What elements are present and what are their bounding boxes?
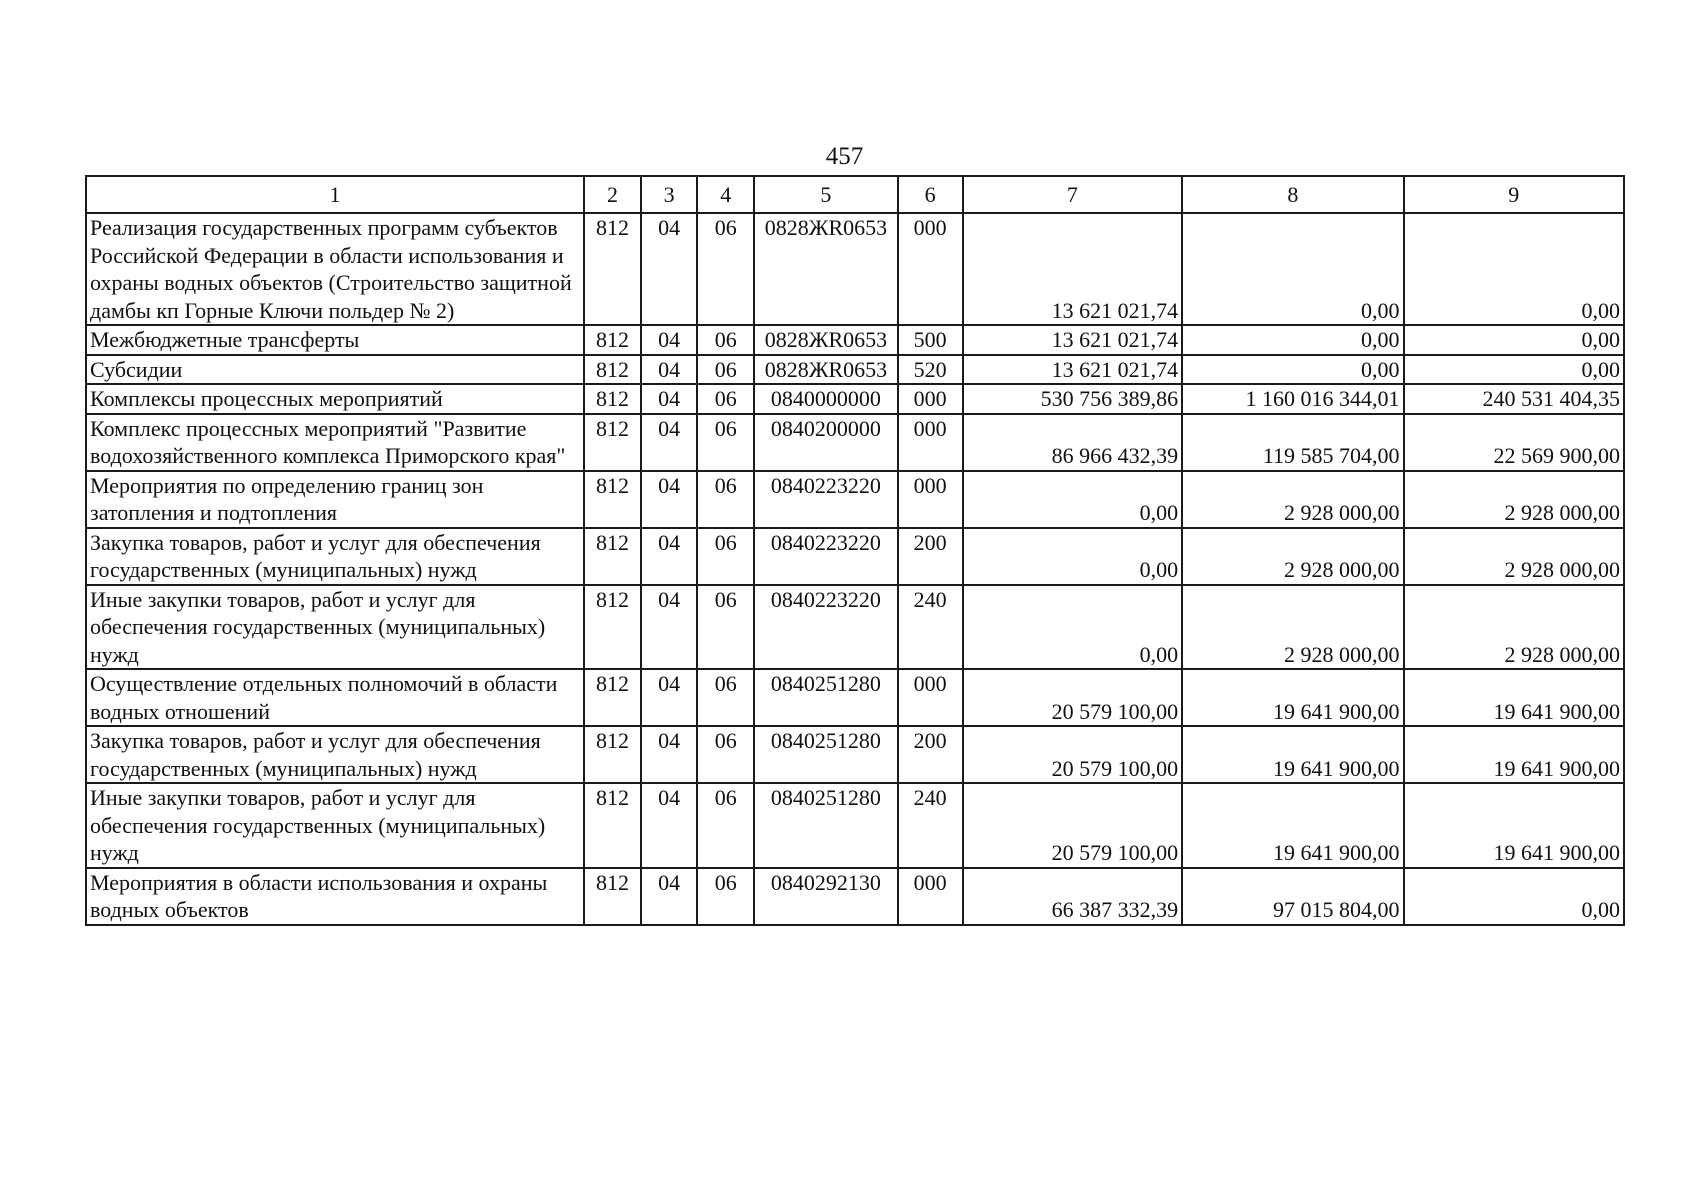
amount-value: 0,00 bbox=[1361, 297, 1400, 323]
row-subsection-code-cell: 06 bbox=[697, 384, 754, 414]
row-name-cell: Комплексы процессных мероприятий bbox=[86, 384, 584, 414]
amount-value: 2 928 000,00 bbox=[1504, 641, 1620, 667]
row-amount-col8-cell bbox=[1182, 471, 1403, 528]
row-expense-type-cell: 240 bbox=[898, 783, 963, 868]
row-ved-code-cell: 812 bbox=[584, 355, 641, 385]
amount-value: 0,00 bbox=[1581, 897, 1620, 922]
row-amount-col9-cell bbox=[1404, 414, 1624, 471]
amount-value: 19 641 900,00 bbox=[1493, 755, 1620, 781]
row-amount-col7-cell bbox=[963, 669, 1182, 726]
row-amount-col9-cell bbox=[1404, 783, 1624, 868]
row-subsection-code-cell: 06 bbox=[697, 213, 754, 325]
amount-value: 240 531 404,35 bbox=[1482, 386, 1620, 411]
amount-value: 19 641 900,00 bbox=[1493, 698, 1620, 724]
amount-value: 2 928 000,00 bbox=[1504, 500, 1620, 525]
amount-value: 20 579 100,00 bbox=[1051, 840, 1179, 865]
row-amount-col8-cell bbox=[1182, 669, 1403, 726]
row-amount-col8-cell bbox=[1182, 783, 1403, 868]
header-cell-8: 8 bbox=[1182, 176, 1403, 213]
row-subsection-code-cell: 06 bbox=[697, 726, 754, 783]
row-amount-col7-cell bbox=[963, 414, 1182, 471]
row-name-cell: Иные закупки товаров, работ и услуг для обеспечения государственных (муниципальных) нужд bbox=[86, 585, 584, 670]
row-amount-col7-cell bbox=[963, 384, 1182, 414]
amount-value: 20 579 100,00 bbox=[1051, 698, 1179, 724]
row-expense-type-cell: 000 bbox=[898, 414, 963, 471]
row-amount-col7-cell bbox=[963, 213, 1182, 325]
table-row bbox=[86, 783, 1624, 868]
row-name-cell: Комплекс процессных мероприятий "Развитие водохозяйственного комплекса Приморского края" bbox=[86, 414, 584, 471]
amount-value: 66 387 332,39 bbox=[1051, 897, 1179, 922]
row-subsection-code-cell: 06 bbox=[697, 414, 754, 471]
table-row bbox=[86, 669, 1624, 726]
row-expense-type-cell: 200 bbox=[898, 726, 963, 783]
amount-value: 2 928 000,00 bbox=[1284, 641, 1400, 667]
row-amount-col8-cell bbox=[1182, 585, 1403, 670]
row-subsection-code-cell: 06 bbox=[697, 355, 754, 385]
header-cell-3: 3 bbox=[641, 176, 697, 213]
row-name-cell: Субсидии bbox=[86, 355, 584, 385]
row-name-cell: Межбюджетные трансферты bbox=[86, 325, 584, 355]
row-section-code-cell: 04 bbox=[641, 213, 697, 325]
row-ved-code-cell: 812 bbox=[584, 585, 641, 670]
row-section-code-cell: 04 bbox=[641, 669, 697, 726]
row-amount-col9-cell bbox=[1404, 585, 1624, 670]
amount-value: 19 641 900,00 bbox=[1273, 698, 1400, 724]
row-ved-code-cell: 812 bbox=[584, 868, 641, 925]
amount-value: 0,00 bbox=[1581, 356, 1620, 382]
row-amount-col9-cell bbox=[1404, 355, 1624, 385]
row-subsection-code-cell: 06 bbox=[697, 471, 754, 528]
header-cell-6: 6 bbox=[898, 176, 963, 213]
row-ved-code-cell: 812 bbox=[584, 213, 641, 325]
amount-value: 0,00 bbox=[1581, 327, 1620, 352]
row-target-article-cell: 0840200000 bbox=[754, 414, 897, 471]
row-target-article-cell: 0840223220 bbox=[754, 585, 897, 670]
row-target-article-cell: 0840223220 bbox=[754, 528, 897, 585]
amount-value: 0,00 bbox=[1139, 500, 1179, 525]
row-ved-code-cell: 812 bbox=[584, 384, 641, 414]
table-row bbox=[86, 471, 1624, 528]
row-subsection-code-cell: 06 bbox=[697, 868, 754, 925]
row-ved-code-cell: 812 bbox=[584, 726, 641, 783]
amount-value: 0,00 bbox=[1139, 641, 1179, 667]
row-name-cell: Закупка товаров, работ и услуг для обеспечения государственных (муниципальных) нужд bbox=[86, 528, 584, 585]
row-section-code-cell: 04 bbox=[641, 384, 697, 414]
table-row bbox=[86, 726, 1624, 783]
row-amount-col7-cell bbox=[963, 471, 1182, 528]
row-amount-col8-cell bbox=[1182, 355, 1403, 385]
row-amount-col9-cell bbox=[1404, 325, 1624, 355]
table-row bbox=[86, 384, 1624, 414]
row-target-article-cell: 0840223220 bbox=[754, 471, 897, 528]
row-expense-type-cell: 000 bbox=[898, 471, 963, 528]
row-target-article-cell: 0840292130 bbox=[754, 868, 897, 925]
amount-value: 86 966 432,39 bbox=[1051, 443, 1179, 468]
row-target-article-cell: 0840251280 bbox=[754, 726, 897, 783]
row-amount-col7-cell bbox=[963, 868, 1182, 925]
amount-value: 20 579 100,00 bbox=[1051, 755, 1179, 781]
row-amount-col7-cell bbox=[963, 726, 1182, 783]
row-section-code-cell: 04 bbox=[641, 414, 697, 471]
row-expense-type-cell: 000 bbox=[898, 868, 963, 925]
table-row bbox=[86, 355, 1624, 385]
row-amount-col7-cell bbox=[963, 355, 1182, 385]
row-name-cell: Мероприятия в области использования и охраны водных объектов bbox=[86, 868, 584, 925]
row-amount-col9-cell bbox=[1404, 868, 1624, 925]
row-ved-code-cell: 812 bbox=[584, 471, 641, 528]
row-section-code-cell: 04 bbox=[641, 471, 697, 528]
row-amount-col8-cell bbox=[1182, 414, 1403, 471]
row-name-cell: Осуществление отдельных полномочий в области водных отношений bbox=[86, 669, 584, 726]
amount-value: 97 015 804,00 bbox=[1273, 897, 1400, 922]
row-amount-col8-cell bbox=[1182, 868, 1403, 925]
amount-value: 22 569 900,00 bbox=[1493, 443, 1620, 468]
row-section-code-cell: 04 bbox=[641, 868, 697, 925]
amount-value: 13 621 021,74 bbox=[1051, 356, 1179, 382]
row-section-code-cell: 04 bbox=[641, 528, 697, 585]
row-section-code-cell: 04 bbox=[641, 325, 697, 355]
row-amount-col9-cell bbox=[1404, 213, 1624, 325]
row-subsection-code-cell: 06 bbox=[697, 585, 754, 670]
row-subsection-code-cell: 06 bbox=[697, 669, 754, 726]
row-subsection-code-cell: 06 bbox=[697, 325, 754, 355]
header-cell-1: 1 bbox=[86, 176, 584, 213]
amount-value: 2 928 000,00 bbox=[1284, 557, 1400, 582]
table-row bbox=[86, 414, 1624, 471]
row-expense-type-cell: 000 bbox=[898, 669, 963, 726]
row-ved-code-cell: 812 bbox=[584, 325, 641, 355]
amount-value: 2 928 000,00 bbox=[1504, 557, 1620, 582]
row-name-cell: Реализация государственных программ субъектов Российской Федерации в области использования и охраны водных объектов (Строительство защитной дамбы кп Горные Ключи польдер № 2) bbox=[86, 213, 584, 325]
row-target-article-cell: 0840000000 bbox=[754, 384, 897, 414]
row-name-cell: Закупка товаров, работ и услуг для обеспечения государственных (муниципальных) нужд bbox=[86, 726, 584, 783]
row-section-code-cell: 04 bbox=[641, 355, 697, 385]
row-ved-code-cell: 812 bbox=[584, 783, 641, 868]
row-expense-type-cell: 200 bbox=[898, 528, 963, 585]
header-cell-9: 9 bbox=[1404, 176, 1624, 213]
amount-value: 13 621 021,74 bbox=[1051, 327, 1179, 352]
row-name-cell: Мероприятия по определению границ зон затопления и подтопления bbox=[86, 471, 584, 528]
amount-value: 0,00 bbox=[1581, 297, 1620, 323]
amount-value: 0,00 bbox=[1361, 356, 1400, 382]
row-ved-code-cell: 812 bbox=[584, 414, 641, 471]
row-amount-col8-cell bbox=[1182, 325, 1403, 355]
row-amount-col9-cell bbox=[1404, 471, 1624, 528]
amount-value: 119 585 704,00 bbox=[1262, 443, 1400, 468]
row-expense-type-cell: 240 bbox=[898, 585, 963, 670]
row-expense-type-cell: 500 bbox=[898, 325, 963, 355]
row-target-article-cell: 0828ЖR0653 bbox=[754, 213, 897, 325]
amount-value: 19 641 900,00 bbox=[1273, 755, 1400, 781]
amount-value: 0,00 bbox=[1139, 557, 1179, 582]
header-row bbox=[86, 176, 1624, 213]
header-cell-7: 7 bbox=[963, 176, 1182, 213]
amount-value: 530 756 389,86 bbox=[1040, 386, 1179, 411]
row-subsection-code-cell: 06 bbox=[697, 528, 754, 585]
row-ved-code-cell: 812 bbox=[584, 669, 641, 726]
row-amount-col8-cell bbox=[1182, 213, 1403, 325]
table-row bbox=[86, 528, 1624, 585]
row-amount-col9-cell bbox=[1404, 528, 1624, 585]
amount-value: 13 621 021,74 bbox=[1051, 297, 1179, 323]
amount-value: 19 641 900,00 bbox=[1273, 840, 1400, 865]
row-target-article-cell: 0828ЖR0653 bbox=[754, 355, 897, 385]
row-subsection-code-cell: 06 bbox=[697, 783, 754, 868]
page-number: 457 bbox=[825, 143, 864, 170]
row-target-article-cell: 0840251280 bbox=[754, 669, 897, 726]
row-amount-col7-cell bbox=[963, 783, 1182, 868]
row-amount-col7-cell bbox=[963, 528, 1182, 585]
table-row bbox=[86, 213, 1624, 325]
row-amount-col7-cell bbox=[963, 325, 1182, 355]
row-amount-col9-cell bbox=[1404, 384, 1624, 414]
row-section-code-cell: 04 bbox=[641, 585, 697, 670]
row-expense-type-cell: 000 bbox=[898, 213, 963, 325]
row-section-code-cell: 04 bbox=[641, 726, 697, 783]
amount-value: 19 641 900,00 bbox=[1493, 840, 1620, 865]
header-cell-5: 5 bbox=[754, 176, 897, 213]
header-cell-2: 2 bbox=[584, 176, 641, 213]
row-amount-col9-cell bbox=[1404, 669, 1624, 726]
budget-table bbox=[85, 175, 1625, 926]
row-expense-type-cell: 000 bbox=[898, 384, 963, 414]
amount-value: 2 928 000,00 bbox=[1284, 500, 1400, 525]
row-name-cell: Иные закупки товаров, работ и услуг для обеспечения государственных (муниципальных) нужд bbox=[86, 783, 584, 868]
row-ved-code-cell: 812 bbox=[584, 528, 641, 585]
row-target-article-cell: 0828ЖR0653 bbox=[754, 325, 897, 355]
row-section-code-cell: 04 bbox=[641, 783, 697, 868]
row-amount-col8-cell bbox=[1182, 726, 1403, 783]
amount-value: 1 160 016 344,01 bbox=[1245, 386, 1400, 411]
row-amount-col8-cell bbox=[1182, 384, 1403, 414]
row-amount-col8-cell bbox=[1182, 528, 1403, 585]
row-amount-col7-cell bbox=[963, 585, 1182, 670]
row-amount-col9-cell bbox=[1404, 726, 1624, 783]
row-expense-type-cell: 520 bbox=[898, 355, 963, 385]
row-target-article-cell: 0840251280 bbox=[754, 783, 897, 868]
header-cell-4: 4 bbox=[697, 176, 754, 213]
table-row bbox=[86, 585, 1624, 670]
table-row bbox=[86, 868, 1624, 925]
table-body bbox=[86, 176, 1624, 925]
amount-value: 0,00 bbox=[1361, 327, 1400, 352]
table-row bbox=[86, 325, 1624, 355]
